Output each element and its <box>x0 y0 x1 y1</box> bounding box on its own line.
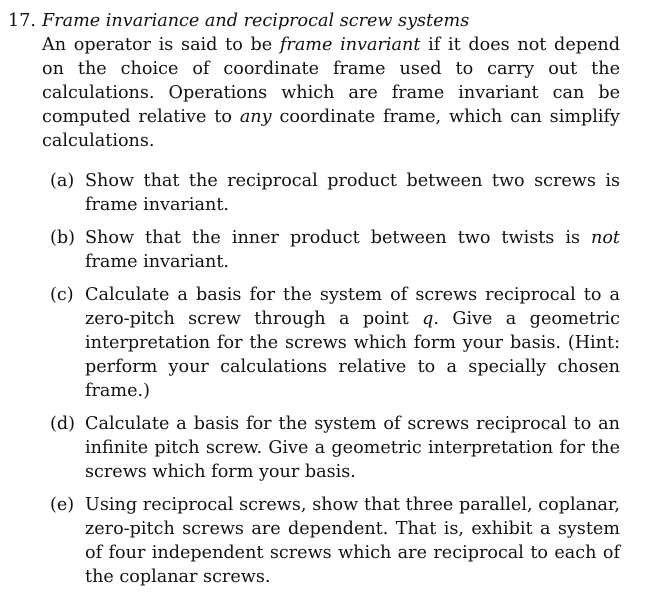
problem-heading <box>8 9 648 33</box>
problem-parts <box>50 169 620 589</box>
part-b-text-2: frame invariant. <box>85 252 230 272</box>
part-b-text-1: Show that the inner product between two twists is <box>85 228 591 248</box>
part-c-variable-q: q <box>422 309 434 329</box>
part-label: (c) <box>50 285 74 305</box>
part-label: (b) <box>50 228 75 248</box>
part-c-text-2: . Give a geometric interpretation for the screws which form your basis. (Hint: perform your calculations relative to a specially chosen frame.) <box>85 309 621 401</box>
intro-text-1: An operator is said to be <box>42 35 280 55</box>
part-c-text-1: Calculate a basis for the system of screws reciprocal to a zero-pitch screw through a point <box>85 285 620 329</box>
problem-intro <box>42 33 620 153</box>
part-text: Calculate a basis for the system of screws reciprocal to an infinite pitch screw. Give a geometric interpretation for the screws which form your basis. <box>85 414 620 482</box>
part-label: (d) <box>50 414 75 434</box>
part-b <box>50 226 620 274</box>
intro-emphasis-frame-invariant: frame invariant <box>279 35 421 55</box>
problem-number: 17. <box>8 11 36 31</box>
problem-title: Frame invariance and reciprocal screw systems <box>42 11 470 31</box>
intro-text-2: if it does not depend on the choice of coordinate frame used to carry out the calculations. Operations which are frame invariant can be computed relative to <box>42 35 620 127</box>
part-c <box>50 283 620 403</box>
part-text: Using reciprocal screws, show that three parallel, coplanar, zero-pitch screws are dependent. That is, exhibit a system of four independent screws which are reciprocal to each of the coplanar screws. <box>85 495 620 587</box>
part-label: (a) <box>50 171 75 191</box>
part-d <box>50 412 620 484</box>
part-text <box>85 226 620 274</box>
intro-text-3: coordinate frame, which can simplify calculations. <box>42 107 620 151</box>
part-label: (e) <box>50 495 75 515</box>
part-e <box>50 493 620 589</box>
part-text: Show that the reciprocal product between two screws is frame invariant. <box>85 171 620 215</box>
part-b-emphasis-not: not <box>591 228 620 248</box>
part-a <box>50 169 620 217</box>
problem-17 <box>8 9 648 598</box>
part-text <box>85 283 620 403</box>
intro-emphasis-any: any <box>239 107 272 127</box>
